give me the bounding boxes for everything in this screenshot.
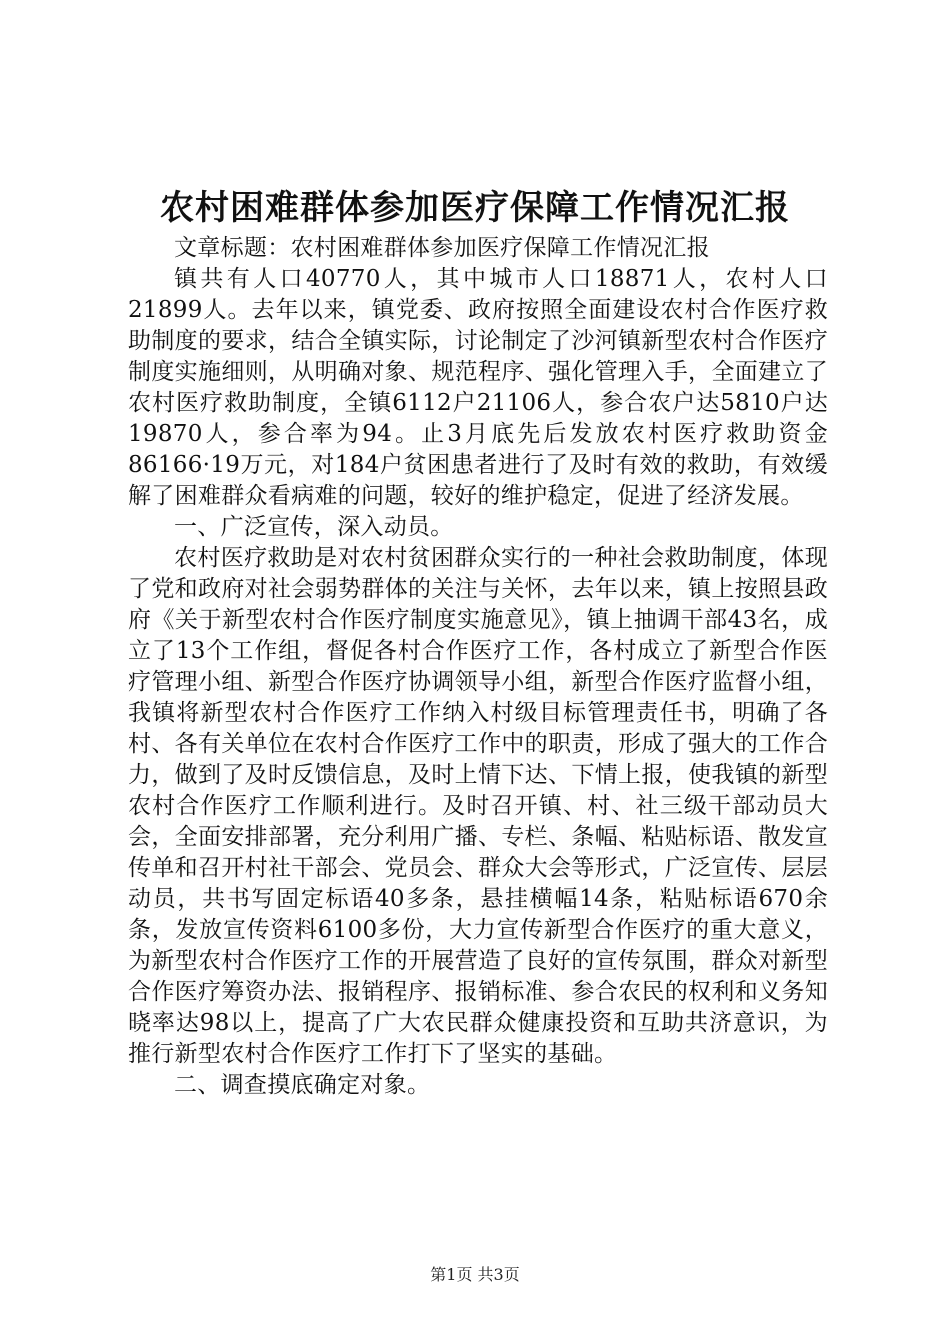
section-heading-1: 一、广泛宣传，深入动员。 <box>174 514 454 540</box>
paragraph-section-1: 农村医疗救助是对农村贫困群众实行的一种社会救助制度，体现了党和政府对社会弱势群体的关注与关怀，去年以来，镇上按照县政府《关于新型农村合作医疗制度实施意见》，镇上抽调干部43名，成立了13个工作组，督促各村合作医疗工作，各村成立了新型合作医疗管理小组、新型合作医疗协调领导小组，新型合作医疗监督小组，我镇将新型农村合作医疗工作纳入村级目标管理责任书，明确了各村、各有关单位在农村合作医疗工作中的职责，形成了强大的工作合力，做到了及时反馈信息，及时上情下达、下情上报，使我镇的新型农村合作医疗工作顺利进行。及时召开镇、村、社三级干部动员大会，全面安排部署，充分利用广播、专栏、条幅、粘贴标语、散发宣传单和召开村社干部会、党员会、群众大会等形式，广泛宣传、层层动员，共书写固定标语40多条，悬挂横幅14条，粘贴标语670余条，发放宣传资料6100多份，大力宣传新型合作医疗的重大意义，为新型农村合作医疗工作的开展营造了良好的宣传氛围，群众对新型合作医疗筹资办法、报销程序、报销标准、参合农民的权利和义务知晓率达98以上，提高了广大农民群众健康投资和互助共济意识，为推行新型农村合作医疗工作打下了坚实的基础。 <box>128 545 828 1067</box>
document-title: 农村困难群体参加医疗保障工作情况汇报 <box>160 188 790 228</box>
document-body <box>128 233 828 1101</box>
section-heading-2: 二、调查摸底确定对象。 <box>174 1072 431 1098</box>
paragraph-intro: 镇共有人口40770人，其中城市人口18871人，农村人口21899人。去年以来，镇党委、政府按照全面建设农村合作医疗救助制度的要求，结合全镇实际，讨论制定了沙河镇新型农村合作医疗制度实施细则，从明确对象、规范程序、强化管理入手，全面建立了农村医疗救助制度，全镇6112户21106人，参合农户达5810户达19870人，参合率为94。止3月底先后发放农村医疗救助资金86166·19万元，对184户贫困患者进行了及时有效的救助，有效缓解了困难群众看病难的问题，较好的维护稳定，促进了经济发展。 <box>128 266 828 509</box>
page-footer: 第1页 共3页 <box>430 1265 520 1284</box>
article-title-line: 文章标题：农村困难群体参加医疗保障工作情况汇报 <box>174 235 710 261</box>
